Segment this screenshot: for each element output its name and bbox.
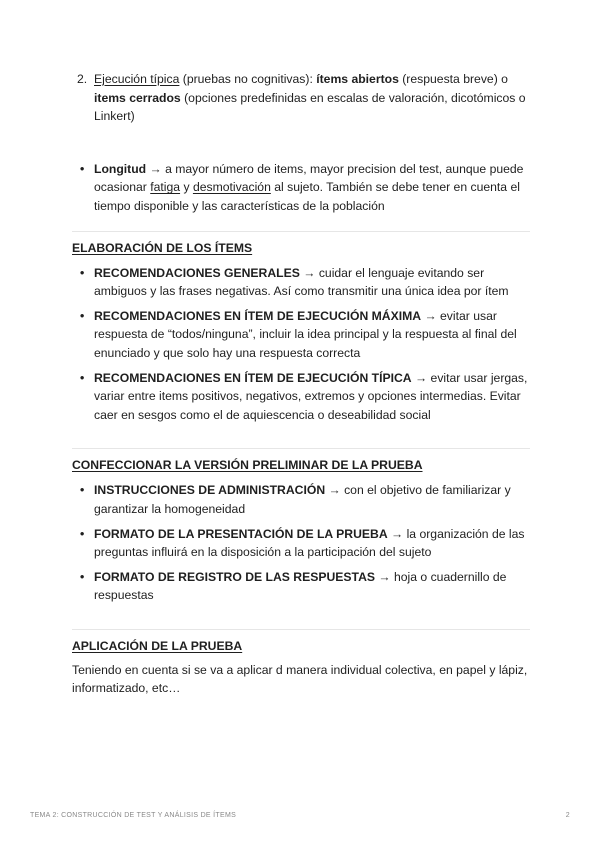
item-text: (opciones predefinidas en escalas de valoración, dicotómicos o Linkert) xyxy=(94,90,526,124)
list-item xyxy=(72,307,530,363)
list-item xyxy=(72,369,530,425)
item-text: → evitar usar respuesta de “todos/ninguna”, incluir la idea principal y la respuesta al final del enunciado y que solo hay una respuesta correcta xyxy=(94,308,517,360)
item-bold: INSTRUCCIONES DE ADMINISTRACIÓN xyxy=(94,483,326,498)
bold-items-cerrados: items cerrados xyxy=(94,90,181,105)
term-desmotivacion: desmotivación xyxy=(192,180,271,195)
item-bold: FORMATO DE REGISTRO DE LAS RESPUESTAS xyxy=(94,569,376,584)
longitud-list xyxy=(72,160,530,216)
item-bold: RECOMENDACIONES EN ÍTEM DE EJECUCIÓN TÍPICA xyxy=(94,370,412,385)
confeccionar-list xyxy=(72,481,530,605)
list-item xyxy=(72,264,530,301)
item-text: → la organización de las preguntas influirá en la disposición a la participación del sujeto xyxy=(94,526,525,560)
divider xyxy=(72,231,530,232)
section-heading-elaboracion: ELABORACIÓN DE LOS ÍTEMS xyxy=(72,240,253,255)
item-text: → hoja o cuadernillo de respuestas xyxy=(94,569,507,603)
item-text: → a mayor número de items, mayor precision del test, aunque puede ocasionar xyxy=(94,161,524,195)
section-heading-confeccionar: CONFECCIONAR LA VERSIÓN PRELIMINAR DE LA PRUEBA xyxy=(72,458,423,473)
footer-title: TEMA 2: CONSTRUCCIÓN DE TEST Y ANÁLISIS DE ÍTEMS xyxy=(30,812,237,819)
item-number: 2. xyxy=(77,72,88,86)
item-text: y xyxy=(180,180,193,195)
divider xyxy=(72,448,530,449)
item-text: → con el objetivo de familiarizar y garantizar la homogeneidad xyxy=(94,483,511,516)
list-item xyxy=(72,481,530,518)
item-text: al sujeto. También se debe tener en cuenta el tiempo disponible y las características de la población xyxy=(94,180,520,213)
item-bold: RECOMENDACIONES EN ÍTEM DE EJECUCIÓN MÁXIMA xyxy=(94,308,422,323)
item-text: (pruebas no cognitivas): xyxy=(179,72,317,86)
page-number: 2 xyxy=(565,812,570,819)
item-text: → evitar usar jergas, variar entre items positivos, negativos, extremos y opciones intermedias. Evitar caer en sesgos como el de aquiescencia o deseabilidad social xyxy=(94,370,528,422)
item-text: (respuesta breve) o xyxy=(398,72,508,86)
list-item xyxy=(72,525,530,562)
item-text: → cuidar el lenguaje evitando ser ambiguos y las frases negativas. Así como transmitir una única idea por ítem xyxy=(94,265,509,299)
item-bold: RECOMENDACIONES GENERALES xyxy=(94,265,300,280)
page-footer xyxy=(30,812,570,819)
item-bold: FORMATO DE LA PRESENTACIÓN DE LA PRUEBA xyxy=(94,526,388,541)
term-fatiga: fatiga xyxy=(150,180,181,195)
list-item-longitud xyxy=(72,160,530,216)
document-page xyxy=(72,70,530,698)
list-item xyxy=(72,568,530,605)
aplicacion-paragraph: Teniendo en cuenta si se va a aplicar d manera individual colectiva, en papel y lápiz, informatizado, etc… xyxy=(72,662,528,696)
bold-items-abiertos: ítems abiertos xyxy=(316,72,399,86)
term-ejecucion-tipica: Ejecución típica xyxy=(94,72,180,86)
bold-longitud: Longitud xyxy=(94,161,147,176)
numbered-item-ejecucion-tipica xyxy=(72,70,530,126)
section-heading-aplicacion: APLICACIÓN DE LA PRUEBA xyxy=(72,638,243,653)
divider xyxy=(72,629,530,630)
elaboracion-list xyxy=(72,264,530,425)
